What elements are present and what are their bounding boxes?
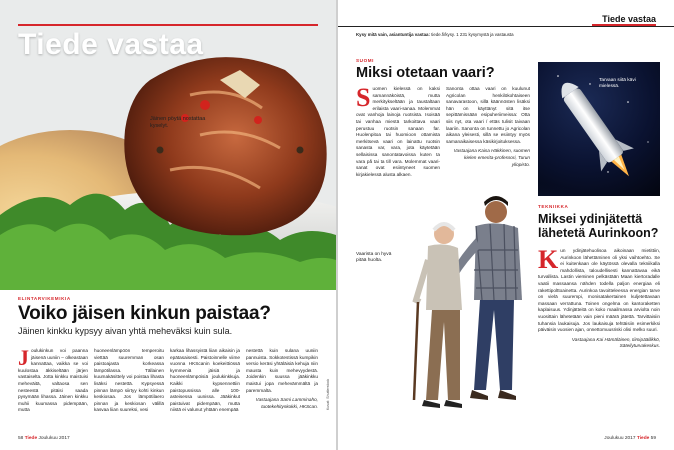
- issue-label: Joulukuu 2017: [604, 436, 636, 441]
- article-subhead: Jäinen kinkku kypsyy aivan yhtä meheväksi kuin sula.: [18, 326, 233, 336]
- page-number: 59: [650, 436, 656, 441]
- body-text: Sanonta ottaa vaari on kuulunut Agricolan henkilökohtaiseen sanavarastoon, sillä käännösten lisäksi hän on käyttänyt sitä itse sepittämissään esipuheriimeissa: Otta siis nyt, ota vaari / ettäs tulisit taivaan laariin. Sanonta on tunnettu jo Agricolan aikana yleisesti, sillä se esiintyy myös samanaikaisessa käsikirjoituksessa.: [446, 86, 530, 144]
- left-page: [0, 0, 336, 450]
- q1-kicker: SUOMI: [356, 58, 375, 63]
- q1-expert-signature: Vastaajana Kaisa Häkkinen, suomen kielen emerita-professori, Turun yliopisto.: [453, 148, 530, 167]
- article-headline: Voiko jäisen kinkun paistaa?: [18, 303, 271, 324]
- q1-column-1: [356, 83, 440, 178]
- q1-column-2: [446, 86, 530, 168]
- body-text: un ydinjätehuolisoa aikoinaan mietittiin, Aurinkoon lähettäminen oli yksi vaihtoehto. Se ei kuitenkaan ole käytössä olevalla tekniikalla mahdollista, taloudellisesti kannattavaa eikä turvallista. Lastin vieminen pelkästään Maan kiertoradalle vaatii massaansa nähden todella paljon energiaa eli rakettipolttoainetta. Aurinkoa tavoitteleessa energian tarve on vielä suurempi, monisatakertainen kuljetettavaan massaan verrattuna. Toinen ongelma on kantoraketten kaplaisuus. Ydinjätteitä on koko maailmassa arviolta noin vuosittain lähetetään vain pieni määrä jätettä. Tarvittaisiin tuhansia laukaisuja. Jos laukaisuja tehtäisiin esimerkiksi päiväisin vuosien ajan, onnettomuusriski olisi melko suuri.: [538, 248, 660, 333]
- article-kicker: ELINTARVIKEMIKIA: [18, 296, 71, 301]
- body-text: uomen kielessä on kaksi samannäköistä, mutta merkitykseltään ja taustaltaan erilaista vaari-sanaa. Molemmat ovat vanhoja lainoja ruotsista. Isoisää tai vanhaa miestä tarkoittava vaari perustuu ruotsin sanaan far. Huolenpitoa tai huomioon ottamista merkitsevä vaari on lainattu ruotsin sanasta var, vara, jota käytetään sellaisissa sanontatavoissa kuten ta vara på tai ta till vara. Molemmat vaari-sanat ovat esiintyneet suomen kirjakielessä alusta alkaen.: [356, 86, 440, 177]
- q2-body: [538, 245, 660, 350]
- magazine-brand: Tiede: [636, 436, 650, 441]
- magazine-brand: Tiede: [24, 436, 38, 441]
- photo-credit: Kuvat: Shutterstock: [326, 378, 330, 410]
- drop-cap: K: [538, 245, 559, 274]
- ham-photo: [0, 0, 336, 290]
- left-folio: [18, 436, 70, 441]
- reader-question-tagline: [356, 32, 514, 37]
- right-folio: [604, 436, 656, 441]
- body-column-3: karkaa lihassyistä liian aikaisin ja epätasaisesti. Paistoinnelle viime vuonna HKScanin koekeittiössä kymmeniä jäisiä ja huoneenlämpöisiä joulukinkkuja. Kaikki kypsennettiin paistopussissa alle 100-asteisessa uunissa. Jääkinkut paistuivat pidempään, mutta niistä ei valunut yhtään enempää: [170, 348, 240, 413]
- issue-label: Joulukuu 2017: [38, 436, 70, 441]
- drop-cap: J: [18, 345, 29, 370]
- elderly-help-photo: [396, 190, 536, 420]
- body-column-2: huoneenlämpöön temperoitu viettää suuremman osan paistoajasta korkeassa lämpötilassa. Tällainen kuumakäsittely voi poistaa lihasta lisäksi nestettä. Kypsyessä pinnan lämpö siirtyy kohti kinkun keskiosaa. Jos lämpötilaero pinnan ja keskiosan välillä kasvaa liian suureksi, vesi: [94, 348, 164, 413]
- header-rule: [338, 26, 674, 27]
- body-column-4: [246, 348, 318, 410]
- body-text: oulukinkun voi paanna jäisenä uuniin – olkeastaan kannattaa, vaikka se voi kuulostaa äkkiseltään järjen vastaiselta. Jotta kinkku maistuisi meheväitä, valtaosa sen nesteestä pitäisi saada pysymään lihassa. Jäinen kinkku muhii kuumassa pidempään, mutta: [18, 348, 88, 413]
- section-title: Tiede vastaa: [18, 28, 204, 61]
- tagline-bold: Kysy mitä vain, asiantuntija vastaa:: [356, 32, 430, 37]
- q1-headline: Miksi otetaan vaari?: [356, 65, 495, 81]
- q2-headline: Miksei ydinjätettä lähetetä Aurinkoon?: [538, 212, 659, 240]
- body-text: nestettä kuin sulana uuniin pannuista. Sokkotestissä kumpikin versio keräsi yhtäläisiä kehuja niin mausta kuin mehevyydestä. Joidenkin suussa jääkinkku maistui jopa mehevämmältä ja paremmalta.: [246, 348, 318, 393]
- q2-kicker: TEKNIIKKA: [538, 204, 569, 209]
- section-title: Tiede vastaa: [602, 14, 656, 24]
- right-page: [338, 0, 674, 450]
- q2-photo-caption: Tarvaan siitä kävi mielessä.: [599, 78, 636, 90]
- body-column-1: [18, 345, 88, 414]
- tagline-rest: tiede.fi/kysy. 1 231 kysymystä ja vastausta: [431, 32, 514, 37]
- section-rule: [18, 24, 318, 26]
- page-number: 58: [18, 436, 24, 441]
- photo-caption: Jäinen pöytä nostattaa kyselyt.: [150, 116, 206, 129]
- drop-cap: S: [356, 83, 371, 112]
- q1-photo-caption: Vaarista on hyvä pitää huolta.: [356, 252, 392, 264]
- q2-expert-signature: Vastaajana Kai Hämäläinen, tiimipäällikkö, Säteilyturvakeskus.: [571, 336, 660, 349]
- expert-signature: Vastaajana Sami Lamminaho, tuotekehityskokki, HKScan.: [255, 397, 318, 409]
